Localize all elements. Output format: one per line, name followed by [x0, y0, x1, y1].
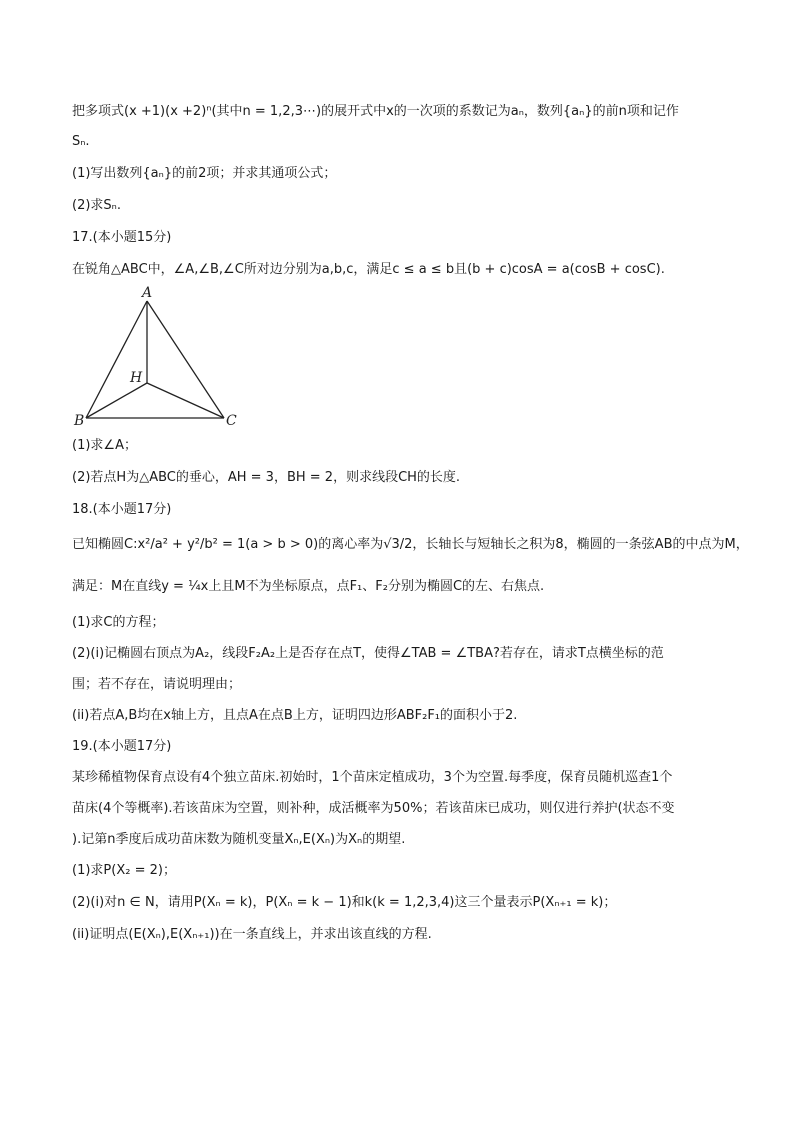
problem-18-stem-line1: 已知椭圆C:x²/a² + y²/b² = 1(a > b > 0)的离心率为√3/2，长轴长与短轴长之积为8，椭圆的一条弦AB的中点为M，: [72, 537, 749, 552]
problem-17-part1: (1)求∠A；: [72, 438, 137, 453]
problem-18-part2i-line2: 围；若不存在，请说明理由；: [72, 677, 242, 692]
problem-18-part1: (1)求C的方程；: [72, 615, 165, 630]
problem-18-part2ii: (ii)若点A,B均在x轴上方，且点A在点B上方，证明四边形ABF₂F₁的面积小于2.: [72, 708, 518, 723]
problem-19-stem-line3: ).记第n季度后成功苗床数为随机变量Xₙ,E(Xₙ)为Xₙ的期望.: [72, 832, 406, 847]
problem-18-heading: 18.(本小题17分): [72, 502, 172, 517]
problem-18-part2i-line1: (2)(i)记椭圆右顶点为A₂，线段F₂A₂上是否存在点T，使得∠TAB = ∠TBA?若存在，请求T点横坐标的范: [72, 646, 664, 661]
vertex-b-label: B: [74, 413, 85, 429]
problem-16-stem-line2: Sₙ.: [72, 134, 90, 149]
problem-19-part1: (1)求P(X₂ = 2)；: [72, 863, 176, 878]
problem-16-stem-line1: 把多项式(x +1)(x +2)ⁿ(其中n = 1,2,3⋯)的展开式中x的一次项的系数记为aₙ，数列{aₙ}的前n项和记作: [72, 104, 679, 119]
problem-17-stem: 在锐角△ABC中，∠A,∠B,∠C所对边分别为a,b,c，满足c ≤ a ≤ b且(b + c)cosA = a(cosB + cosC).: [72, 262, 665, 277]
problem-19-stem-line2: 苗床(4个等概率).若该苗床为空置，则补种，成活概率为50%；若该苗床已成功，则仅进行养护(状态不变: [72, 801, 675, 816]
vertex-a-label: A: [142, 285, 153, 301]
point-h-label: H: [130, 370, 143, 386]
problem-17-part2: (2)若点H为△ABC的垂心，AH = 3，BH = 2，则求线段CH的长度.: [72, 470, 461, 485]
problem-17-heading: 17.(本小题15分): [72, 230, 172, 245]
triangle-figure: [72, 285, 242, 435]
problem-18-stem-line2: 满足：M在直线y = ¼x上且M不为坐标原点，点F₁、F₂分别为椭圆C的左、右焦点.: [72, 579, 545, 594]
problem-19-stem-line1: 某珍稀植物保育点设有4个独立苗床.初始时，1个苗床定植成功，3个为空置.每季度，保育员随机巡查1个: [72, 770, 673, 785]
problem-16-part2: (2)求Sₙ.: [72, 198, 121, 213]
vertex-c-label: C: [226, 413, 237, 429]
problem-16-part1: (1)写出数列{aₙ}的前2项；并求其通项公式；: [72, 166, 337, 181]
problem-19-heading: 19.(本小题17分): [72, 739, 172, 754]
problem-19-part2ii: (ii)证明点(E(Xₙ),E(Xₙ₊₁))在一条直线上，并求出该直线的方程.: [72, 927, 432, 942]
problem-19-part2i: (2)(i)对n ∈ N，请用P(Xₙ = k)，P(Xₙ = k − 1)和k(k = 1,2,3,4)这三个量表示P(Xₙ₊₁ = k)；: [72, 895, 617, 910]
